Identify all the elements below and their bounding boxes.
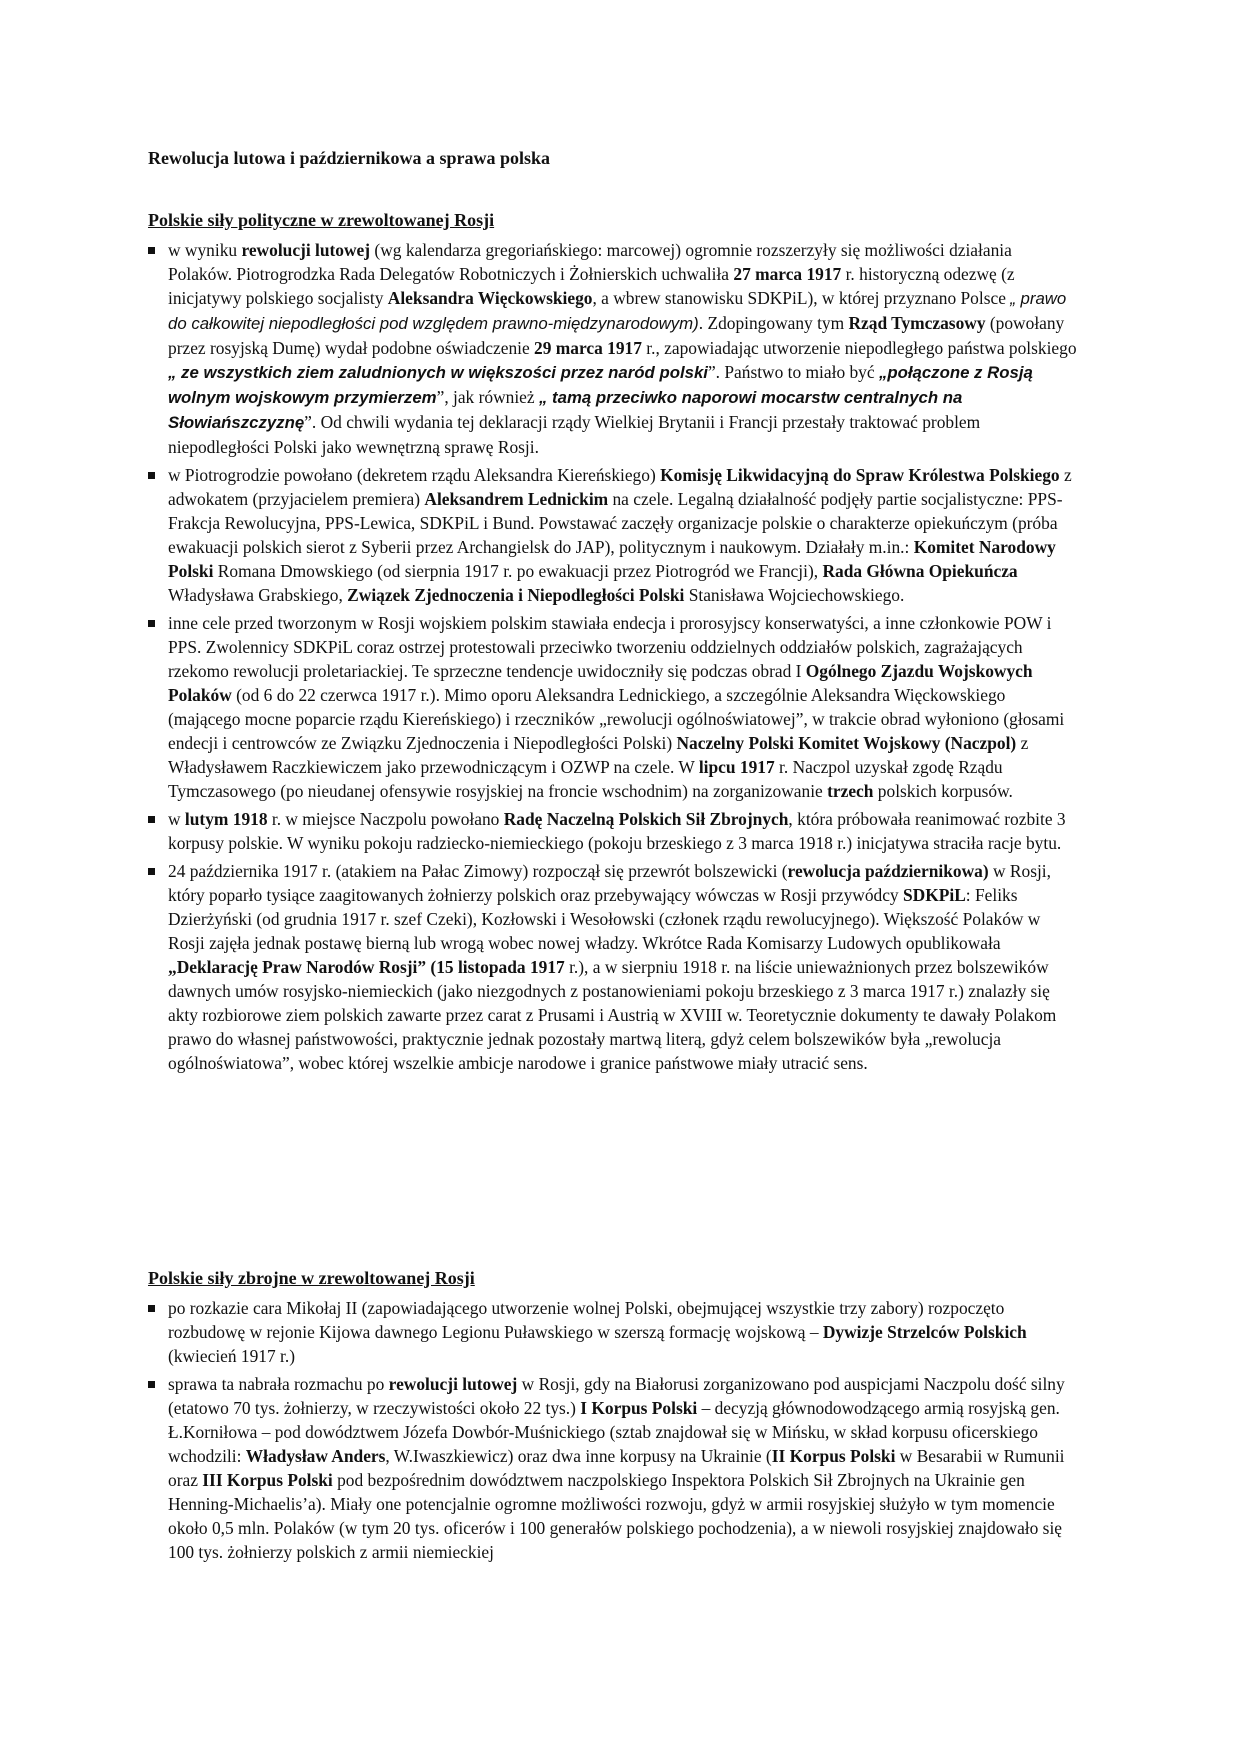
list-item xyxy=(148,859,1080,1075)
text-run: trzech xyxy=(827,781,874,801)
text-run: sprawa ta nabrała rozmachu po xyxy=(168,1374,389,1394)
document-title: Rewolucja lutowa i październikowa a sprawa polska xyxy=(148,148,551,168)
text-run: r. historyczną odezwę (z inicjatywy polskiego socjalisty xyxy=(168,264,1015,308)
text-run: 27 marca 1917 xyxy=(733,264,842,284)
bullet-list-political-forces xyxy=(148,238,1080,1079)
list-item xyxy=(148,1296,1080,1368)
text-run: Komisję Likwidacyjną do Spraw Królestwa Polskiego xyxy=(660,465,1060,485)
text-run: w xyxy=(168,809,185,829)
text-run: pod bezpośrednim dowództwem naczpolskiego Inspektora Polskich Sił Zbrojnych na Ukrainie gen Henning-Michaelis’a). Miały one potencjalnie ogromne możliwości rozwoju, gdyż w armii rosyjskiej służyło w tym momencie około 0,5 mln. Polaków (w tym 20 tys. oficerów i 100 generałów polskiego pochodzenia), a w niewoli rosyjskiej znajdowało się 100 tys. żołnierzy polskich z armii niemieckiej xyxy=(168,1470,1062,1562)
text-run: po rozkazie cara Mikołaj II (zapowiadającego utworzenie wolnej Polski, obejmującej wszystkie trzy zabory) rozpoczęto rozbudowę w rejonie Kijowa dawnego Legionu Puławskiego w szerszą formację wojskową – xyxy=(168,1298,1005,1342)
text-run: , W.Iwaszkiewicz) oraz dwa inne korpusy na Ukrainie ( xyxy=(385,1446,772,1466)
text-run: (powołany przez rosyjską Dumę) wydał podobne oświadczenie xyxy=(168,313,1065,358)
text-run: Naczelny Polski Komitet Wojskowy (Naczpol) xyxy=(676,733,1017,753)
text-run: 24 października 1917 r. (atakiem na Pałac Zimowy) rozpoczął się przewrót bolszewicki ( xyxy=(168,861,788,881)
text-run: Władysław Anders xyxy=(245,1446,386,1466)
list-item xyxy=(148,1372,1080,1564)
bullet-icon xyxy=(148,247,155,254)
bullet-icon xyxy=(148,472,155,479)
text-run: „ ze wszystkich ziem zaludnionych w większości przez naród polski xyxy=(168,363,708,382)
text-run: ”. Od chwili wydania tej deklaracji rządy Wielkiej Brytanii i Francji przestały traktować problem niepodległości Polski jako wewnętrzną sprawę Rosji. xyxy=(168,412,981,457)
text-run: ”, jak również xyxy=(436,387,539,407)
text-run: w Rosji, który poparło tysiące zaagitowanych żołnierzy polskich oraz przebywający wówczas w Rosji przywódcy xyxy=(168,861,1051,905)
text-run: „połączone z Rosją wolnym wojskowym przymierzem xyxy=(168,363,1033,407)
text-run: rewolucja październikowa) xyxy=(787,861,989,881)
text-run: Rada Główna Opiekuńcza xyxy=(822,561,1018,581)
text-run: z Władysławem Raczkiewiczem jako przewodniczącym i OZWP na czele. W xyxy=(168,733,1029,777)
text-run: „Deklarację Praw Narodów Rosji” (15 listopada 1917 xyxy=(168,957,565,977)
section-heading-armed-forces: Polskie siły zbrojne w zrewoltowanej Rosji xyxy=(148,1268,475,1288)
text-run: (kwiecień 1917 r.) xyxy=(168,1346,296,1366)
text-run: rewolucji lutowej xyxy=(241,240,371,260)
section-heading-political-forces: Polskie siły polityczne w zrewoltowanej Rosji xyxy=(148,210,495,230)
text-run: ”. Państwo to miało być xyxy=(707,362,879,382)
text-run: lipcu 1917 xyxy=(698,757,775,777)
text-run: na czele. Legalną działalność podjęły partie socjalistyczne: PPS-Frakcja Rewolucyjna, PPS-Lewica, SDKPiL i Bund. Powstawać zaczęły organizacje polskie o charakterze opiekuńczym (próba ewakuacji polskich sierot z Syberii przez Archangielsk do JAP), politycznym i naukowym. Działały m.in.: xyxy=(168,489,1063,557)
text-run: II Korpus Polski xyxy=(771,1446,896,1466)
text-run: SDKPiL xyxy=(902,885,966,905)
text-run: r., zapowiadając utworzenie niepodległego państwa polskiego xyxy=(641,338,1077,358)
text-run: Rząd Tymczasowy xyxy=(848,313,986,333)
text-run: , a wbrew stanowisku SDKPiL), w której przyznano Polsce xyxy=(592,288,1011,308)
text-run: . Zdopingowany tym xyxy=(698,313,849,333)
list-item xyxy=(148,807,1080,855)
text-run: 29 marca 1917 xyxy=(534,338,642,358)
text-run: Związek Zjednoczenia i Niepodległości Polski xyxy=(347,585,685,605)
text-run: I Korpus Polski xyxy=(580,1398,698,1418)
text-run: r. w miejsce Naczpolu powołano xyxy=(267,809,504,829)
text-run: rewolucji lutowej xyxy=(388,1374,518,1394)
text-run: „ prawo do całkowitej niepodległości pod względem prawno-międzynarodowym) xyxy=(168,289,1067,333)
bullet-icon xyxy=(148,1381,155,1388)
bullet-icon xyxy=(148,868,155,875)
text-run: – decyzją głównodowodzącego armią rosyjską gen. Ł.Korniłowa – pod dowództwem Józefa Dowbór-Muśnickiego (sztab znajdował się w Mińsku, w skład korpusu oficerskiego wchodzili: xyxy=(168,1398,1060,1466)
text-run: w Piotrogrodzie powołano (dekretem rządu Aleksandra Kiereńskiego) xyxy=(168,465,661,485)
text-run: (od 6 do 22 czerwca 1917 r.). Mimo oporu Aleksandra Lednickiego, a szczególnie Aleksandra Więckowskiego (mającego mocne poparcie rządu Kiereńskiego) i rzeczników „rewolucji ogólnoświatowej”, w trakcie obrad wyłoniono (głosami endecji i centrowców ze Związku Zjednoczenia i Niepodległości Polski) xyxy=(168,685,1065,753)
text-run: w wyniku xyxy=(168,240,242,260)
text-run: r. Naczpol uzyskał zgodę Rządu Tymczasowego (po nieudanej ofensywie rosyjskiej na froncie wschodnim) na zorganizowanie xyxy=(168,757,1003,801)
text-run: (wg kalendarza gregoriańskiego: marcowej) ogromnie rozszerzyły się możliwości działania Polaków. Piotrogrodzka Rada Delegatów Robotniczych i Żołnierskich uchwaliła xyxy=(168,240,1012,284)
text-run: Aleksandrem Lednickim xyxy=(424,489,609,509)
text-run: w Rosji, gdy na Białorusi zorganizowano pod auspicjami Naczpolu dość silny (etatowo 70 tys. żołnierzy, w rzeczywistości około 22 tys.) xyxy=(168,1374,1065,1418)
text-run: Stanisława Wojciechowskiego. xyxy=(684,585,905,605)
text-run: Dywizje Strzelców Polskich xyxy=(822,1322,1027,1342)
bullet-icon xyxy=(148,816,155,823)
text-run: r.), a w sierpniu 1918 r. na liście unieważnionych przez bolszewików dawnych umów rosyjsko-niemieckich (jako niezgodnych z postanowieniami pokoju brzeskiego z 3 marca 1917 r.) znalazły się akty rozbiorowe ziem polskich zawarte przez carat z Prusami i Austrią w XVIII w. Teoretycznie dokumenty te dawały Polakom prawo do własnej państwowości, praktycznie jednak pozostały martwą literą, gdyż celem bolszewików była „rewolucja ogólnoświatowa”, wobec której wszelkie ambicje narodowe i granice państwowe miały utracić sens. xyxy=(168,957,1057,1073)
text-run: , która próbowała reanimować rozbite 3 korpusy polskie. W wyniku pokoju radziecko-niemieckiego (pokoju brzeskiego z 3 marca 1918 r.) inicjatywa straciła racje bytu. xyxy=(168,809,1066,853)
text-run: lutym 1918 xyxy=(184,809,268,829)
text-run: Ogólnego Zjazdu Wojskowych Polaków xyxy=(168,661,1033,705)
bullet-icon xyxy=(148,1305,155,1312)
text-run: Komitet Narodowy Polski xyxy=(168,537,1056,581)
bullet-list-armed-forces xyxy=(148,1296,1080,1568)
text-run: z adwokatem (przyjacielem premiera) xyxy=(168,465,1072,509)
list-item xyxy=(148,238,1080,459)
text-run: Władysława Grabskiego, xyxy=(168,585,348,605)
text-run: Radę Naczelną Polskich Sił Zbrojnych xyxy=(503,809,789,829)
text-run: polskich korpusów. xyxy=(873,781,1013,801)
text-run: Aleksandra Więckowskiego xyxy=(387,288,593,308)
text-run: inne cele przed tworzonym w Rosji wojskiem polskim stawiała endecja i prorosyjscy konserwatyści, a inne członkowie POW i PPS. Zwolennicy SDKPiL coraz ostrzej protestowali przeciwko tworzeniu oddzielnych oddziałów polskich, zagrażających rzekomo rewolucji proletariackiej. Te sprzeczne tendencje uwidoczniły się podczas obrad I xyxy=(168,613,1052,681)
list-item xyxy=(148,611,1080,803)
list-item xyxy=(148,463,1080,607)
bullet-icon xyxy=(148,620,155,627)
text-run: „ tamą przeciwko naporowi mocarstw centralnych na Słowiańszczyznę xyxy=(168,388,963,432)
text-run: III Korpus Polski xyxy=(202,1470,333,1490)
text-run: : Feliks Dzierżyński (od grudnia 1917 r. szef Czeki), Kozłowski i Wesołowski (członek rządu rewolucyjnego). Większość Polaków w Rosji zajęła jednak postawę bierną lub wrogą wobec nowej władzy. Wkrótce Rada Komisarzy Ludowych opublikowała xyxy=(168,885,1041,953)
text-run: Romana Dmowskiego (od sierpnia 1917 r. po ewakuacji przez Piotrogród we Francji), xyxy=(213,561,823,581)
text-run: w Besarabii w Rumunii oraz xyxy=(168,1446,1065,1490)
